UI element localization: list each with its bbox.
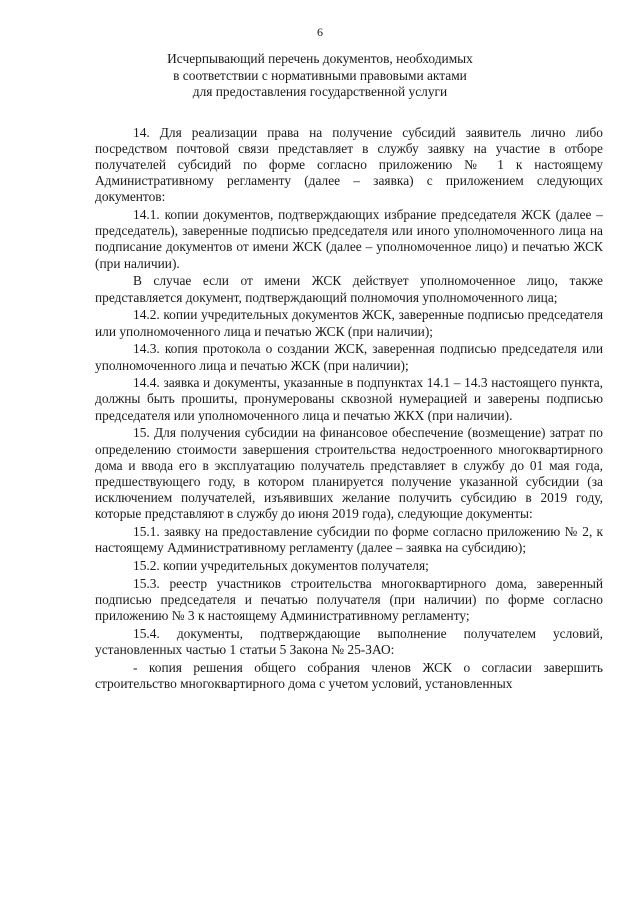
- heading-line: Исчерпывающий перечень документов, необходимых: [167, 51, 473, 66]
- paragraph-15: 15. Для получения субсидии на финансовое обеспечение (возмещение) затрат по определению стоимости завершения строительства недостроенного многоквартирного дома и ввода его в эксплуатацию получатель представляет в службу до 01 мая года, предшествующего году, в котором планируется получение указанной субсидии (за исключением получателей, изъявивших желание получить субсидию в 2019 году, которые представляют в службу до июня 2019 года), следующие документы:: [95, 425, 603, 521]
- paragraph-15-3: 15.3. реестр участников строительства многоквартирного дома, заверенный подписью председателя и печатью получателя (при наличии) по форме согласно приложению № 3 к настоящему Административному регламенту;: [95, 575, 603, 623]
- heading-line: в соответствии с нормативными правовыми актами: [173, 67, 467, 83]
- paragraph-15-1: 15.1. заявку на предоставление субсидии по форме согласно приложению № 2, к настоящему Административному регламенту (далее – заявка на субсидию);: [95, 523, 603, 555]
- paragraph-14-1-note: В случае если от имени ЖСК действует уполномоченное лицо, также представляется документ, подтверждающий полномочия уполномоченного лица;: [95, 273, 603, 305]
- document-body: [95, 125, 603, 694]
- paragraph-15-4-item: - копия решения общего собрания членов ЖСК о согласии завершить строительство многоквартирного дома с учетом условий, установленных: [95, 659, 603, 691]
- paragraph-14-4: 14.4. заявка и документы, указанные в подпунктах 14.1 – 14.3 настоящего пункта, должны быть прошиты, пронумерованы сквозной нумерацией и заверены подписью председателя или уполномоченного лица и печатью ЖКХ (при наличии).: [95, 375, 603, 423]
- paragraph-14-1: 14.1. копии документов, подтверждающих избрание председателя ЖСК (далее – председатель), заверенные подписью председателя или иного уполномоченного лица на подписание документов от имени ЖСК (далее – уполномоченное лицо) и печатью ЖСК (при наличии).: [95, 207, 603, 271]
- paragraph-14-2: 14.2. копии учредительных документов ЖСК, заверенные подписью председателя или уполномоченного лица и печатью ЖСК (при наличии);: [95, 307, 603, 339]
- page-number: 6: [317, 25, 323, 39]
- paragraph-14: 14. Для реализации права на получение субсидий заявитель лично либо посредством почтовой связи представляет в службу заявку на участие в отборе получателей субсидий по форме согласно приложению № 1 к настоящему Административному регламенту (далее – заявка) с приложением следующих документов:: [95, 125, 603, 205]
- paragraph-15-4: 15.4. документы, подтверждающие выполнение получателем условий, установленных частью 1 статьи 5 Закона № 25-ЗАО:: [95, 625, 603, 657]
- paragraph-14-3: 14.3. копия протокола о создании ЖСК, заверенная подписью председателя или уполномоченного лица и печатью ЖСК (при наличии);: [95, 341, 603, 373]
- heading-line: для предоставления государственной услуги: [192, 84, 448, 99]
- document-heading: [150, 51, 490, 101]
- paragraph-15-2: 15.2. копии учредительных документов получателя;: [133, 557, 429, 573]
